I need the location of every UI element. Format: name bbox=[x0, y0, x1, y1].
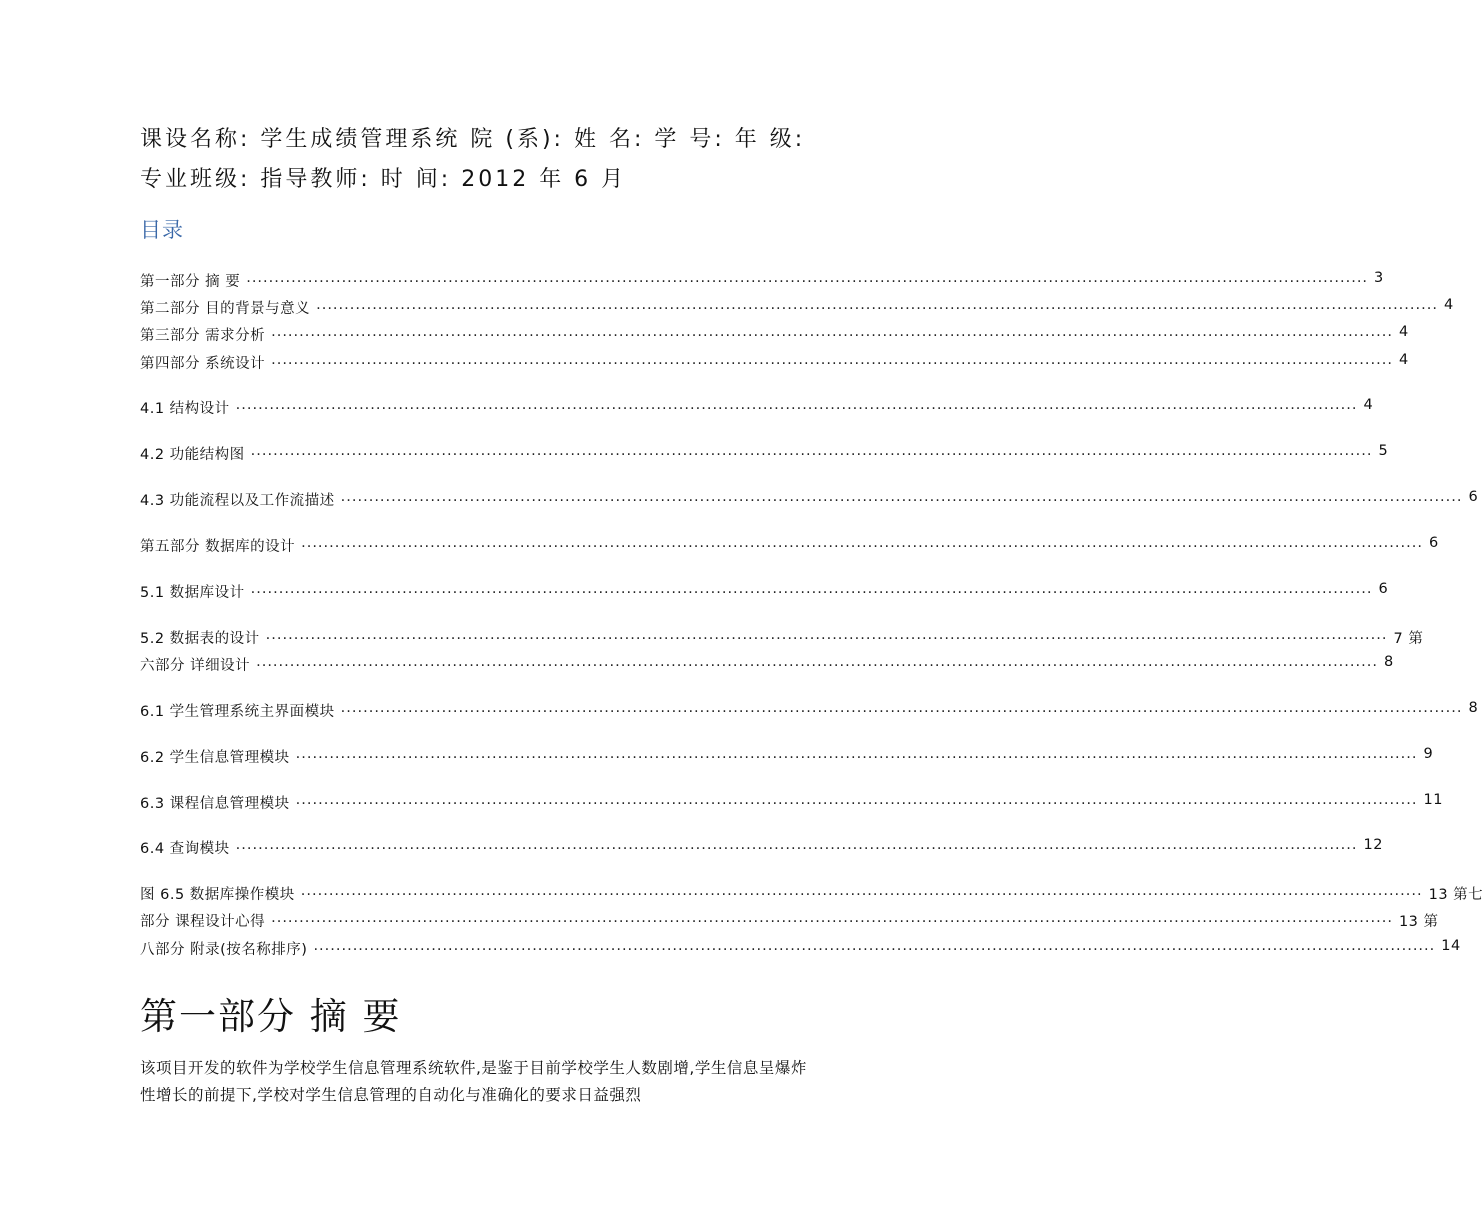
toc-leader-dots: ........................................................................................................................................................................................................ bbox=[250, 581, 1373, 597]
toc-heading: 目录 bbox=[140, 218, 184, 242]
toc-entry-page: 4 bbox=[1363, 397, 1374, 413]
toc-entry[interactable] bbox=[140, 910, 1439, 931]
toc-leader-dots: ........................................................................................................................................................................................................ bbox=[246, 270, 1369, 286]
toc-entry-page: 4 bbox=[1443, 297, 1454, 313]
cover-line-1: 课设名称: 学生成绩管理系统 院 (系): 姓 名: 学 号: 年 级: bbox=[140, 127, 806, 152]
toc-leader-dots: ........................................................................................................................................................................................................ bbox=[235, 837, 1358, 853]
toc-leader-dots: ........................................................................................................................................................................................................ bbox=[313, 938, 1436, 954]
toc-leader-dots: ........................................................................................................................................................................................................ bbox=[300, 883, 1423, 899]
toc-entry-page: 4 bbox=[1398, 324, 1409, 340]
toc-entry-page: 13 第 bbox=[1398, 914, 1439, 930]
toc-entry-page: 12 bbox=[1363, 837, 1383, 853]
toc-entry-label: 5.1 数据库设计 bbox=[140, 585, 245, 601]
toc-entry-page: 5 bbox=[1378, 443, 1389, 459]
toc-leader-dots: ........................................................................................................................................................................................................ bbox=[340, 489, 1463, 505]
toc-leader-dots: ........................................................................................................................................................................................................ bbox=[271, 910, 1393, 926]
toc-entry[interactable] bbox=[140, 297, 1454, 318]
toc-entry[interactable] bbox=[140, 792, 1443, 813]
toc-entry-label: 第一部分 摘 要 bbox=[140, 274, 241, 290]
toc-entry-page: 3 bbox=[1374, 270, 1384, 286]
toc-entry-label: 部分 课程设计心得 bbox=[140, 914, 266, 930]
toc-entry[interactable] bbox=[140, 324, 1409, 345]
toc-entry[interactable] bbox=[140, 352, 1409, 373]
toc-leader-dots: ........................................................................................................................................................................................................ bbox=[295, 792, 1418, 808]
toc-entry-label: 第二部分 目的背景与意义 bbox=[140, 301, 311, 317]
toc-leader-dots: ........................................................................................................................................................................................................ bbox=[265, 627, 1388, 643]
toc-entry-page: 8 bbox=[1468, 700, 1479, 716]
toc-entry-label: 图 6.5 数据库操作模块 bbox=[140, 887, 295, 903]
toc-entry-page: 6 bbox=[1428, 535, 1439, 551]
toc-entry-label: 4.3 功能流程以及工作流描述 bbox=[140, 493, 335, 509]
toc-entry[interactable] bbox=[140, 270, 1384, 291]
toc-entry[interactable] bbox=[140, 938, 1461, 959]
toc-entry[interactable] bbox=[140, 581, 1389, 602]
toc-entry[interactable] bbox=[140, 397, 1374, 418]
toc-entry-page: 4 bbox=[1398, 352, 1409, 368]
toc-entry[interactable] bbox=[140, 627, 1424, 648]
toc-entry-page: 6 bbox=[1378, 581, 1389, 597]
toc-entry-label: 六部分 详细设计 bbox=[140, 658, 251, 674]
toc-entry[interactable] bbox=[140, 746, 1434, 767]
toc-leader-dots: ........................................................................................................................................................................................................ bbox=[271, 352, 1393, 368]
toc-entry-label: 6.2 学生信息管理模块 bbox=[140, 750, 290, 766]
toc-entry-label: 5.2 数据表的设计 bbox=[140, 631, 260, 647]
toc-leader-dots: ........................................................................................................................................................................................................ bbox=[235, 397, 1358, 413]
toc-entry[interactable] bbox=[140, 700, 1479, 721]
toc-entry-page: 14 bbox=[1441, 938, 1461, 954]
toc-entry-label: 第四部分 系统设计 bbox=[140, 356, 266, 372]
toc-entry-page: 8 bbox=[1383, 654, 1394, 670]
section-paragraph: 该项目开发的软件为学校学生信息管理系统软件,是鉴于目前学校学生人数剧增,学生信息呈爆炸性增长的前提下,学校对学生信息管理的自动化与准确化的要求日益强烈 bbox=[140, 1059, 807, 1104]
toc-entry-label: 6.3 课程信息管理模块 bbox=[140, 796, 290, 812]
toc-leader-dots: ........................................................................................................................................................................................................ bbox=[271, 324, 1393, 340]
toc-entry-label: 4.2 功能结构图 bbox=[140, 447, 245, 463]
cover-line-2: 专业班级: 指导教师: 时 间: 2012 年 6 月 bbox=[140, 167, 627, 192]
toc-entry[interactable] bbox=[140, 443, 1389, 464]
toc-entry-label: 6.1 学生管理系统主界面模块 bbox=[140, 704, 335, 720]
toc-entry-page: 11 bbox=[1423, 792, 1443, 808]
toc-leader-dots: ........................................................................................................................................................................................................ bbox=[316, 297, 1438, 313]
toc-entry-label: 八部分 附录(按名称排序) bbox=[140, 942, 308, 958]
toc-entry-label: 6.4 查询模块 bbox=[140, 841, 230, 857]
toc-entry[interactable] bbox=[140, 883, 1483, 904]
toc-entry-label: 第三部分 需求分析 bbox=[140, 328, 266, 344]
cover-info bbox=[140, 120, 820, 200]
toc-entry-label: 4.1 结构设计 bbox=[140, 401, 230, 417]
toc-leader-dots: ........................................................................................................................................................................................................ bbox=[301, 535, 1423, 551]
toc-entry-page: 7 第 bbox=[1393, 631, 1424, 647]
toc-entry[interactable] bbox=[140, 654, 1394, 675]
toc-entry[interactable] bbox=[140, 489, 1479, 510]
toc-leader-dots: ........................................................................................................................................................................................................ bbox=[295, 746, 1418, 762]
toc-entry[interactable] bbox=[140, 837, 1383, 858]
toc-entry-page: 6 bbox=[1468, 489, 1479, 505]
toc-leader-dots: ........................................................................................................................................................................................................ bbox=[340, 700, 1463, 716]
toc-entry-page: 9 bbox=[1423, 746, 1434, 762]
toc-leader-dots: ........................................................................................................................................................................................................ bbox=[250, 443, 1373, 459]
toc-leader-dots: ........................................................................................................................................................................................................ bbox=[256, 654, 1378, 670]
toc-entry-page: 13 第七 bbox=[1428, 887, 1483, 903]
toc-entry[interactable] bbox=[140, 535, 1439, 556]
toc-entry-label: 第五部分 数据库的设计 bbox=[140, 539, 296, 555]
section-heading: 第一部分 摘 要 bbox=[140, 995, 402, 1038]
